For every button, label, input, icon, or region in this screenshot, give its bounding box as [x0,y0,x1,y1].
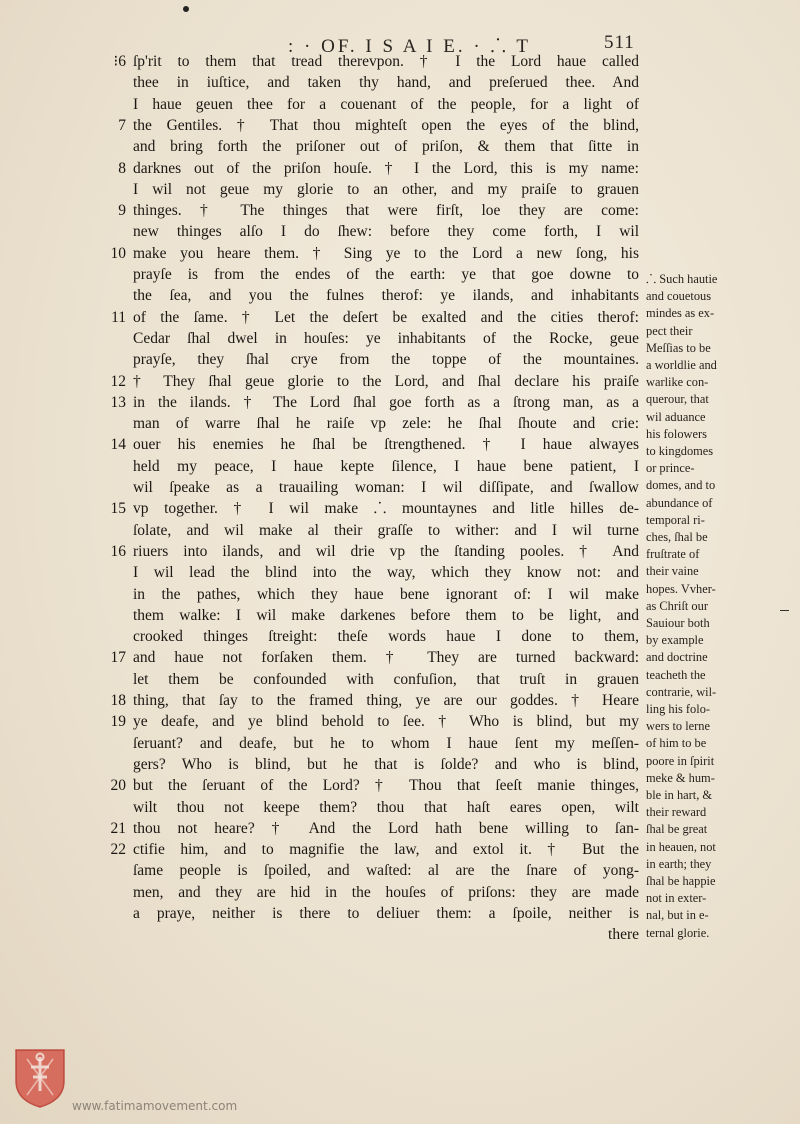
margin-note-line: by example [646,633,704,648]
margin-note-line: pect their [646,323,693,338]
margin-note-line: abundance of [646,495,713,510]
verse-number: 22 [110,841,126,859]
text-line: Cedar ſhal dwel in houſes: ye inhabitants of the Rocke, geue [133,329,639,347]
text-line: prayſe is from the endes of the earth: ye that goe downe to [133,266,639,283]
verse-number: 19 [110,713,126,731]
verse-number: 15 [110,500,126,518]
text-line: ſame people is ſpoiled, and waſted: al are the ſnare of yong- [133,862,639,880]
text-line: wilt thou not keepe them? thou that haſt eares open, wilt [133,798,639,816]
watermark-url: www.fatimamovement.com [72,1099,238,1113]
margin-note-line: ternal glorie. [646,925,710,940]
text-line: in the pathes, which they haue bene ignorant of: I wil make [133,585,639,603]
text-line: the Gentiles. † That thou mighteſt open the eyes of the blind, [133,116,639,134]
text-line: I wil not geue my glorie to an other, and my praiſe to grauen [133,180,639,198]
text-line: of the ſame. † Let the deſert be exalted and the cities therof: [133,308,639,326]
verse-number: ⁝6 [113,53,126,70]
margin-note-line: his folowers [646,426,707,441]
text-line: let them be confounded with confuſion, that truſt in grauen [133,670,639,688]
text-line: riuers into ilands, and wil drie vp the ſtanding pooles. † And [133,542,639,560]
verse-number: 18 [110,692,126,709]
margin-note-line: ble in hart, & [646,788,713,802]
page-number: 511 [604,32,635,53]
verse-number: 8 [118,159,126,177]
margin-note-line: poore in ſpirit [646,753,715,768]
margin-note-line: meke & hum- [646,770,715,785]
margin-note-line: and couetous [646,289,712,304]
text-line: a praye, neither is there to deliuer them: a ſpoile, neither is [133,905,639,922]
verse-number: 7 [118,116,126,134]
text-line: but the ſeruant of the Lord? † Thou that ſeeſt manie thinges, [133,777,639,795]
text-line: held my peace, I haue kepte ſilence, I haue bene patient, I [133,457,639,475]
text-line: the ſea, and you the fulnes therof: ye ilands, and inhabitants [133,287,639,305]
margin-note-line: or prince- [646,461,695,476]
text-line: new thinges alſo I do ſhew: before they come forth, I wil [133,223,639,241]
edge-mark [780,610,789,611]
text-line: prayſe, they ſhal crye from the toppe of the mountaines. [133,351,639,369]
verse-number: 11 [111,308,126,326]
verse-number: 17 [110,649,126,667]
text-line: thee in iuſtice, and taken thy hand, and preſerued thee. And [133,74,639,92]
text-line: I wil lead the blind into the way, which they know not: and [133,564,639,582]
text-line: gers? Who is blind, but he that is ſolde? and who is blind, [133,755,639,773]
text-line: and bring forth the priſoner out of priſon, & them that ſitte in [133,138,639,156]
text-line: wil ſpeake as a trauailing woman: I wil diſſipate, and ſwallow [133,479,639,496]
margin-note-line: Meſſias to be [646,340,711,355]
text-line: thinges. † The thinges that were firſt, loe they are come: [133,202,639,220]
text-line: vp together. † I wil make ⸫ mountaynes and litle hilles de- [133,500,639,518]
margin-note-line: of him to be [646,736,707,751]
verse-number: 14 [110,436,126,454]
margin-note-line: ling his folo- [646,702,711,716]
margin-note-line: in earth; they [646,856,712,871]
margin-note-line: as Chriſt our [646,598,708,613]
text-line: man of warre ſhal he raiſe vp zele: he ſhal ſhoute and crie: [133,415,639,433]
margin-note-line: temporal ri- [646,512,705,527]
margin-note-line: fruſtrate of [646,547,700,562]
margin-note-line: their vaine [646,564,699,579]
margin-note-line: ſhal be happie [646,874,716,888]
margin-note-line: warlike con- [646,375,709,390]
margin-note-line: ⸫ Such hautie [646,272,718,286]
text-line: them walke: I wil make darkenes before them to be light, and [133,606,639,624]
text-line: ye deafe, and ye blind behold to ſee. † Who is blind, but my [133,713,639,731]
text-line: in the ilands. † The Lord ſhal goe forth as a ſtrong man, as a [133,393,639,411]
text-line: ouer his enemies he ſhal be ſtrengthened. † I haue alwayes [133,436,639,454]
verse-number: 21 [110,819,126,837]
margin-note-line: not in exter- [646,891,707,906]
margin-note-line: to kingdomes [646,444,714,458]
margin-note-line: wers to lerne [646,719,710,734]
verse-number: 20 [110,777,126,795]
verse-number: 9 [118,202,126,220]
text-line: I haue geuen thee for a couenant of the people, for a light of [133,95,639,113]
margin-note-line: nal, but in e- [646,908,709,923]
text-line: ctifie him, and to magnifie the law, and extol it. † But the [133,841,639,859]
margin-note-line: domes, and to [646,478,716,493]
margin-note-line: ches, ſhal be [646,530,708,544]
text-line: men, and they are hid in the houſes of priſons: they are made [133,883,639,901]
margin-note-line: Sauiour both [646,616,710,630]
text-line: crooked thinges ſtreight: theſe words haue I done to them, [133,628,639,646]
margin-note-line: ſhal be great [646,822,708,837]
verse-number: 10 [110,244,126,262]
verse-number: 12 [110,372,126,390]
margin-note-line: teacheth the [646,667,706,682]
margin-note-line: in heauen, not [646,839,716,854]
margin-note-line: and doctrine [646,650,708,665]
margin-note-line: querour, that [646,392,709,407]
text-line: † They ſhal geue glorie to the Lord, and ſhal declare his praiſe [133,372,639,390]
margin-note-line: hopes. Vvher- [646,581,716,596]
text-line: ſolate, and wil make al their graſſe to wither: and I wil turne [133,521,639,539]
margin-note-line: their reward [646,805,707,820]
page-dot [183,6,189,12]
text-line: thou not heare? † And the Lord hath bene willing to ſan- [133,819,639,837]
verse-number: 13 [110,393,126,411]
verse-number: 16 [110,542,126,560]
margin-note-line: contrarie, wil- [646,684,717,699]
text-line: make you heare them. † Sing ye to the Lord a new ſong, his [133,244,639,262]
text-line: and haue not forſaken them. † They are turned backward: [133,649,639,667]
margin-note-line: wil aduance [646,409,706,424]
running-head: : · OF. I S A I E. · ⸫ T [288,36,531,57]
text-line: ſeruant? and deafe, but he to whom I haue ſent my meſſen- [133,734,639,752]
text-line: darknes out of the priſon houſe. † I the Lord, this is my name: [133,159,639,177]
text-line: ſp'rit to them that tread therevpon. † I the Lord haue called [133,53,639,70]
papal-crest-icon [13,1047,67,1109]
margin-note-line: mindes as ex- [646,306,715,321]
text-line: there [608,926,639,944]
text-line: thing, that ſay to the framed thing, ye are our goddes. † Heare [133,692,639,709]
margin-note-line: a worldlie and [646,358,717,372]
